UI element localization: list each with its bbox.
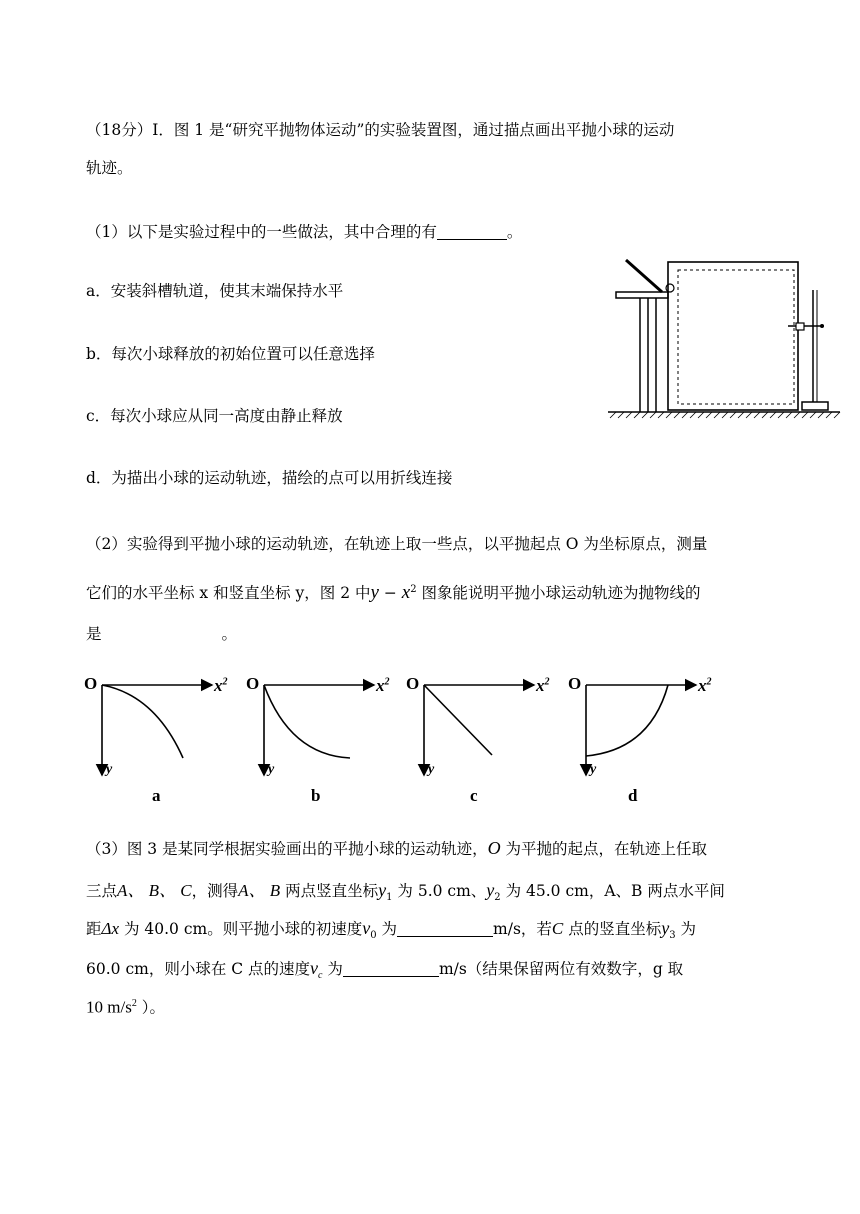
table-top (616, 292, 668, 298)
graph-a-caption: a (152, 786, 161, 805)
part3-l3-is: 为 (376, 920, 398, 938)
part3-line5 (86, 994, 165, 1018)
part2-line2-end: 图象能说明平抛小球运动轨迹为抛物线的 (416, 584, 701, 603)
var-y2-sub: 2 (494, 892, 501, 904)
option-b: b．每次小球释放的初始位置可以任意选择 (86, 345, 375, 363)
vc-answer-blank[interactable] (343, 960, 439, 977)
graph-d-x-sup: 2 (706, 676, 712, 688)
part2-line2-text: 它们的水平坐标 x 和竖直坐标 y，图 2 中 (86, 584, 371, 603)
graph-a (102, 685, 212, 775)
graph-b-y-label: y (268, 762, 275, 777)
part1-answer-blank[interactable] (437, 223, 507, 240)
part3-l4-is: 为 (322, 960, 343, 978)
part3-l1-end: 为平抛的起点，在轨迹上任取 (500, 840, 708, 858)
option-a: a．安装斜槽轨道，使其末端保持水平 (86, 282, 344, 300)
graph-a-curve (102, 685, 183, 758)
option-c: c．每次小球应从同一高度由静止释放 (86, 407, 343, 425)
graph-b-curve (264, 685, 350, 758)
formula-sup: 2 (410, 584, 417, 595)
var-dx: Δx (101, 919, 120, 938)
part3-line3 (86, 918, 696, 946)
points-AB: A、 B (238, 881, 281, 900)
clamp-block (796, 323, 804, 330)
part3-l2-measured: ，测得 (191, 882, 239, 900)
var-vc: v (310, 958, 319, 978)
part3-line1 (86, 838, 707, 859)
var-y1: y (378, 880, 387, 900)
graph-d-y-label: y (590, 762, 597, 777)
board-frame (668, 262, 798, 410)
part3-l3-unit: m/s，若 (493, 920, 552, 938)
clamp-screw (820, 324, 824, 328)
part3-l3-coord: 点的竖直坐标 (563, 920, 662, 938)
part1-stem (86, 222, 522, 242)
part3-l2-coord: 两点竖直坐标 (280, 882, 379, 900)
graph-d (586, 685, 696, 775)
part3-l4-note: m/s（结果保留两位有效数字，g 取 (438, 960, 684, 978)
part2-line3-text: 是 (86, 625, 102, 643)
var-v0-sub: 0 (370, 930, 377, 942)
graph-c-y-label: y (428, 762, 435, 777)
point-C: C (551, 919, 564, 938)
part3-line2 (86, 880, 725, 908)
formula-x: x (401, 582, 411, 604)
graph-b-x-sup: 2 (384, 676, 390, 688)
graph-b (264, 685, 374, 775)
option-d: d．为描出小球的运动轨迹，描绘的点可以用折线连接 (86, 469, 453, 487)
chute-rail (626, 260, 662, 292)
g-value: 10 m/s (86, 997, 132, 1017)
part3-l2-y2-value: 为 45.0 cm，A、B 两点水平间 (500, 882, 725, 900)
graph-b-x-letter: x (376, 676, 385, 695)
graph-c (424, 685, 534, 775)
graph-c-x-letter: x (536, 676, 545, 695)
part3-line4 (86, 958, 683, 986)
graph-c-x-sup: 2 (544, 676, 550, 688)
part3-l1-text: （3）图 3 是某同学根据实验画出的平抛小球的运动轨迹， (86, 840, 488, 858)
stand-base (802, 402, 828, 410)
point-O: O (487, 838, 501, 858)
var-y3: y (661, 918, 670, 938)
question-intro-line2: 轨迹。 (86, 159, 133, 177)
graph-a-y-label: y (106, 762, 113, 777)
graph-a-x-sup: 2 (222, 676, 228, 688)
v0-answer-blank[interactable] (397, 920, 493, 937)
part2-line1: （2）实验得到平抛小球的运动轨迹，在轨迹上取一些点，以平抛起点 O 为坐标原点，测量 (86, 535, 708, 553)
var-y1-sub: 1 (386, 892, 393, 904)
var-vc-sub: c (318, 970, 323, 982)
graph-d-curve (586, 685, 668, 756)
question-intro-line1: （18分）Ⅰ．图 1 是“研究平抛物体运动”的实验装置图，通过描点画出平抛小球的运动 (86, 121, 675, 139)
graph-c-caption: c (470, 786, 478, 805)
graph-d-x-letter: x (698, 676, 707, 695)
graph-d-caption: d (628, 786, 638, 805)
graph-c-origin: O (406, 674, 420, 693)
graphs-figure (80, 670, 760, 810)
part1-stem-text: （1）以下是实验过程中的一些做法，其中合理的有 (86, 223, 437, 241)
ground-hatch (610, 412, 840, 418)
var-v0: v (362, 918, 371, 938)
graph-b-caption: b (311, 786, 321, 805)
part2-line2 (86, 580, 701, 603)
part3-l2-text: 三点 (86, 882, 118, 900)
graph-b-origin: O (246, 674, 260, 693)
formula-y: y (370, 582, 379, 604)
formula-minus: − (378, 584, 402, 603)
part3-l3-dx-value: 为 40.0 cm。则平抛小球的初速度 (119, 920, 363, 938)
part3-l5-end: ）。 (136, 998, 165, 1017)
graph-c-line (424, 685, 492, 755)
apparatus-figure (600, 250, 845, 420)
graph-a-origin: O (84, 674, 98, 693)
graph-d-origin: O (568, 674, 582, 693)
var-y3-sub: 3 (669, 930, 676, 942)
graph-d-x-label (698, 676, 712, 696)
graph-c-x-label (536, 676, 550, 696)
part3-l3-text: 距 (86, 920, 102, 938)
part1-stem-end: 。 (506, 223, 523, 241)
var-y2: y (486, 880, 495, 900)
graph-a-x-label (214, 676, 228, 696)
part2-line3-end: 。 (221, 625, 238, 643)
graph-a-x-letter: x (214, 676, 223, 695)
part2-line3 (86, 624, 237, 644)
g-unit-sup: 2 (131, 998, 137, 1009)
paper-dashed (678, 270, 794, 404)
part3-l3-end: 为 (675, 920, 697, 938)
part3-l4-text: 60.0 cm，则小球在 C 点的速度 (86, 960, 311, 978)
graph-b-x-label (376, 676, 390, 696)
part3-l2-y1-value: 为 5.0 cm、 (392, 882, 487, 900)
points-ABC: A、 B、 C (117, 881, 192, 900)
